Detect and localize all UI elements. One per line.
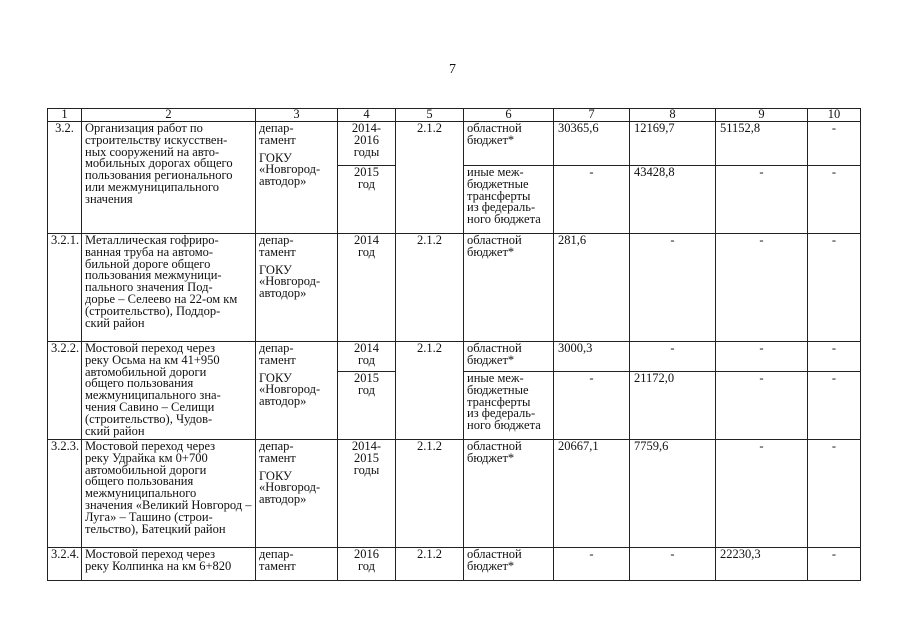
executor-goku: ГОКУ «Новгород- автодор» bbox=[259, 468, 321, 507]
table-row bbox=[48, 440, 861, 548]
year-cell: 2015 год bbox=[338, 166, 396, 234]
year-cell: 2014 год bbox=[338, 342, 396, 372]
value-col8: - bbox=[630, 548, 716, 581]
header-cell: 4 bbox=[338, 109, 396, 122]
value-col8: 21172,0 bbox=[630, 372, 716, 440]
funding-source: иные меж- бюджетные трансферты из федераль- ного бюджета bbox=[464, 166, 554, 234]
row-number: 3.2.1. bbox=[48, 234, 82, 342]
executor-cell bbox=[256, 342, 338, 440]
header-cell: 2 bbox=[82, 109, 256, 122]
table-row bbox=[48, 122, 861, 166]
value-col8: - bbox=[630, 342, 716, 372]
executor-goku: ГОКУ «Новгород- автодор» bbox=[259, 262, 321, 301]
funding-source: областной бюджет* bbox=[464, 548, 554, 581]
program-table bbox=[47, 108, 861, 581]
value-col10: - bbox=[808, 548, 861, 581]
header-cell: 3 bbox=[256, 109, 338, 122]
header-cell: 1 bbox=[48, 109, 82, 122]
header-cell: 6 bbox=[464, 109, 554, 122]
row-number: 3.2.4. bbox=[48, 548, 82, 581]
executor-department: депар- тамент bbox=[259, 233, 296, 259]
executor-department: депар- тамент bbox=[259, 547, 296, 573]
value-col9: - bbox=[716, 166, 808, 234]
measure-name: Металлическая гофриро- ванная труба на автомо- бильной дороге общего пользования межмуници- пального значения Под- дорье – Селеево на 22-ом км (строительство), Поддор- ский район bbox=[82, 234, 256, 342]
row-number: 3.2. bbox=[48, 122, 82, 234]
value-col7: 3000,3 bbox=[554, 342, 630, 372]
value-col9: 51152,8 bbox=[716, 122, 808, 166]
executor-cell bbox=[256, 234, 338, 342]
funding-source: областной бюджет* bbox=[464, 122, 554, 166]
header-row bbox=[48, 109, 861, 122]
page-number: 7 bbox=[449, 62, 456, 77]
year-cell: 2014 год bbox=[338, 234, 396, 342]
value-col10: - bbox=[808, 440, 861, 548]
value-col9: 22230,3 bbox=[716, 548, 808, 581]
executor-goku: ГОКУ «Новгород- автодор» bbox=[259, 370, 321, 409]
row-number: 3.2.3. bbox=[48, 440, 82, 548]
executor-department: депар- тамент bbox=[259, 439, 296, 465]
measure-name: Организация работ по строительству искусствен- ных сооружений на авто- мобильных дорогах общего пользования регионального или межмуниципального значения bbox=[82, 122, 256, 234]
value-col10: - bbox=[808, 166, 861, 234]
row-number: 3.2.2. bbox=[48, 342, 82, 440]
header-cell: 7 bbox=[554, 109, 630, 122]
header-cell: 5 bbox=[396, 109, 464, 122]
executor-cell bbox=[256, 440, 338, 548]
funding-source: областной бюджет* bbox=[464, 440, 554, 548]
year-cell: 2015 год bbox=[338, 372, 396, 440]
header-cell: 9 bbox=[716, 109, 808, 122]
header-cell: 10 bbox=[808, 109, 861, 122]
target-code: 2.1.2 bbox=[396, 548, 464, 581]
year-cell: 2014- 2015 годы bbox=[338, 440, 396, 548]
value-col10: - bbox=[808, 342, 861, 372]
value-col9: - bbox=[716, 342, 808, 372]
target-code: 2.1.2 bbox=[396, 440, 464, 548]
value-col9: - bbox=[716, 372, 808, 440]
table-row bbox=[48, 548, 861, 581]
target-code: 2.1.2 bbox=[396, 122, 464, 234]
funding-source: иные меж- бюджетные трансферты из федераль- ного бюджета bbox=[464, 372, 554, 440]
value-col7: - bbox=[554, 166, 630, 234]
value-col7: - bbox=[554, 548, 630, 581]
value-col8: - bbox=[630, 234, 716, 342]
value-col10: - bbox=[808, 372, 861, 440]
executor-cell bbox=[256, 122, 338, 234]
value-col10: - bbox=[808, 234, 861, 342]
funding-source: областной бюджет* bbox=[464, 342, 554, 372]
value-col10: - bbox=[808, 122, 861, 166]
target-code: 2.1.2 bbox=[396, 234, 464, 342]
measure-name: Мостовой переход через реку Удрайка км 0+700 автомобильной дороги общего пользования межмуниципального значения «Великий Новгород – Луга» – Ташино (строи- тельство), Батецкий район bbox=[82, 440, 256, 548]
target-code: 2.1.2 bbox=[396, 342, 464, 440]
value-col7: 20667,1 bbox=[554, 440, 630, 548]
value-col9: - bbox=[716, 440, 808, 548]
funding-source: областной бюджет* bbox=[464, 234, 554, 342]
executor-goku: ГОКУ «Новгород- автодор» bbox=[259, 150, 321, 189]
measure-name: Мостовой переход через реку Колпинка на км 6+820 bbox=[82, 548, 256, 581]
value-col7: 281,6 bbox=[554, 234, 630, 342]
table-row bbox=[48, 342, 861, 372]
value-col8: 7759,6 bbox=[630, 440, 716, 548]
executor-department: депар- тамент bbox=[259, 341, 296, 367]
value-col9: - bbox=[716, 234, 808, 342]
executor-department: депар- тамент bbox=[259, 121, 296, 147]
value-col8: 43428,8 bbox=[630, 166, 716, 234]
year-cell: 2014- 2016 годы bbox=[338, 122, 396, 166]
year-cell: 2016 год bbox=[338, 548, 396, 581]
table-row bbox=[48, 234, 861, 342]
measure-name: Мостовой переход через реку Осьма на км 41+950 автомобильной дороги общего пользования межмуниципального зна- чения Савино – Селищи (строительство), Чудов- ский район bbox=[82, 342, 256, 440]
value-col8: 12169,7 bbox=[630, 122, 716, 166]
value-col7: 30365,6 bbox=[554, 122, 630, 166]
executor-cell bbox=[256, 548, 338, 581]
value-col7: - bbox=[554, 372, 630, 440]
header-cell: 8 bbox=[630, 109, 716, 122]
